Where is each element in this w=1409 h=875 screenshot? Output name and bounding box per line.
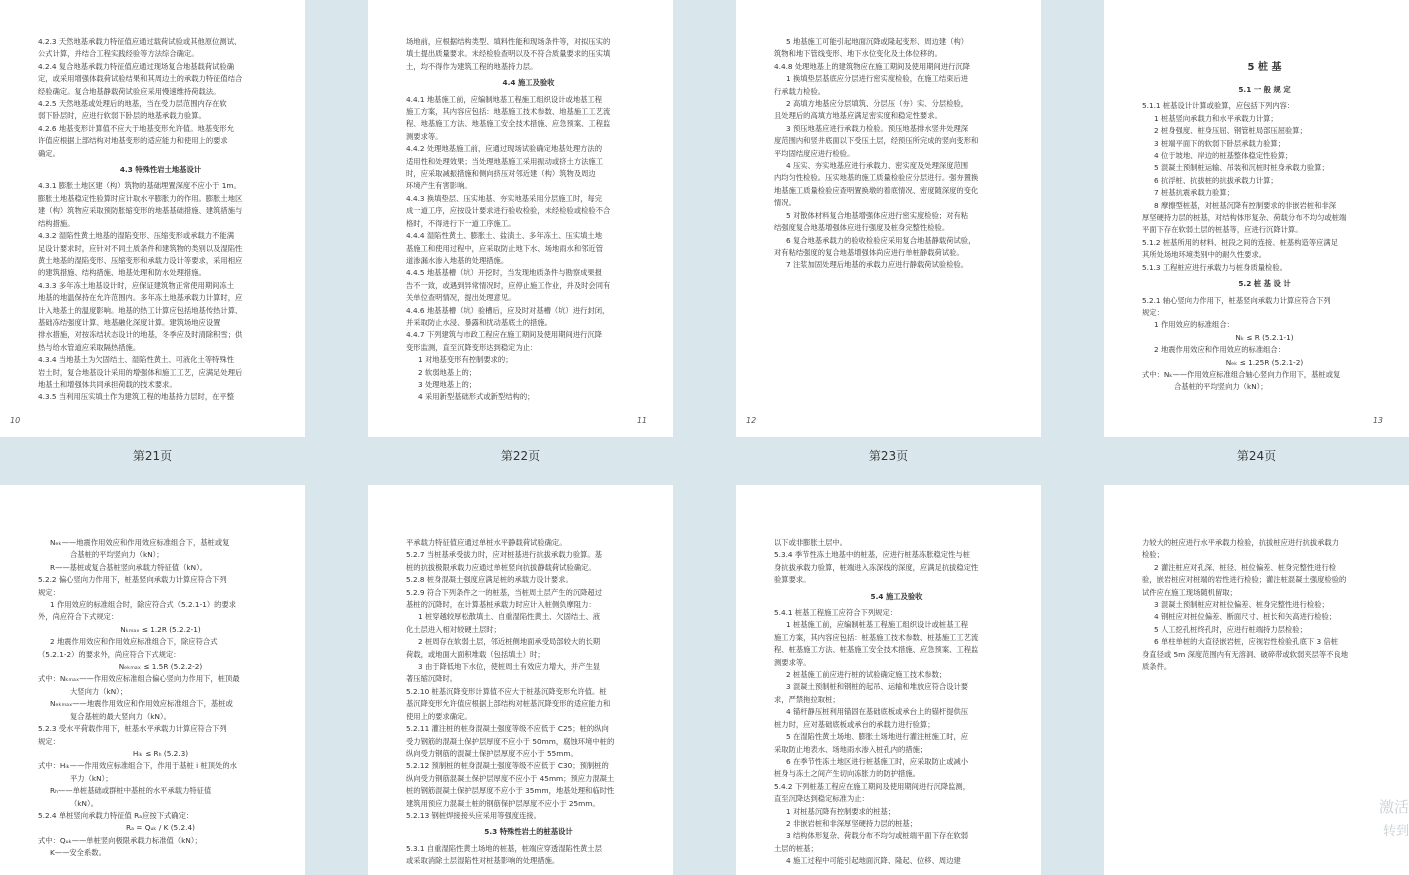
text-line: 5.2.10 桩基沉降变形计算值不应大于桩基沉降变形允许值。桩: [406, 686, 607, 696]
text-line: 纵向受力钢筋混凝土保护层厚度不应小于 45mm；预应力混凝土: [406, 773, 615, 783]
text-line: 5.2.13 钢桩焊接接头应采用等强度连接。: [406, 810, 541, 820]
text-line: 并采取防止水浸、暴露和扰动基底土的措施。: [406, 317, 552, 327]
section-heading: 4.4 施工及验收: [502, 78, 555, 88]
text-line: 1 桩基施工前，应编制桩基工程施工组织设计或桩基工程: [786, 620, 969, 630]
document-page[interactable]: [736, 0, 1041, 437]
text-line: Nₑₖ——地震作用效应和作用效应标准组合下，基桩或复: [50, 538, 230, 547]
text-line: 试件应在施工现场随机留取；: [1142, 587, 1237, 597]
text-line: 测要求等。: [406, 131, 443, 141]
formula: Nₖₘₐₓ ≤ 1.2R (5.2.2-1): [120, 624, 201, 634]
text-line: 4.4.6 地基基槽（坑）验槽后，应及时对基槽（坑）进行封闭，: [406, 305, 610, 315]
text-line: 且处理后的高填方地基应满足密实度和稳定性要求。: [774, 111, 942, 121]
text-line: 规定：: [38, 587, 60, 597]
text-line: 建（构）筑物应采取预防胀缩变形的地基基础措施、建筑措施与: [38, 206, 243, 216]
text-line: 内均匀性检验。压实地基的施工质量检验应分层进行。强夯置换: [774, 173, 979, 183]
text-line: 筑物和地下管线变形、地下水位变化及土体位移的。: [774, 49, 942, 59]
text-line: 式中：Nₖₘₐₓ——作用效应标准组合偏心竖向力作用下，桩顶最: [38, 674, 240, 684]
text-line: 6 复合地基承载力的验收检验应采用复合地基静载荷试验，: [786, 235, 976, 245]
page-label: 第21页: [132, 449, 173, 463]
text-line: 5.4.2 下列桩基工程应在施工期间及使用期间进行沉降监测，: [774, 781, 971, 791]
text-line: 2 桩周存在软弱土层，邻近桩侧地面承受局部较大的长期: [418, 637, 601, 647]
text-line: 4.4.3 换填垫层、压实地基、夯实地基采用分层施工时，每完: [406, 193, 603, 203]
text-line: 建筑用预应力混凝土桩的钢筋保护层厚度不应小于 25mm。: [406, 798, 600, 808]
text-line: 5 地基施工可能引起地面沉降或隆起变形、周边建（构）: [786, 37, 969, 46]
text-line: 道渗漏水渗入地基的处理措施。: [406, 255, 509, 265]
text-line: 4.2.5 天然地基或处理后的地基，当在受力层范围内存在软: [38, 99, 227, 109]
text-line: 使用上的要求确定。: [406, 711, 472, 721]
text-line: 质条件。: [1142, 662, 1172, 672]
text-line: 3 桩端平面下的软弱下卧层承载力验算；: [1154, 138, 1286, 148]
page-label: 第23页: [868, 449, 909, 463]
text-line: 许值应根据上部结构对地基变形的适应能力和使用上的要求: [38, 136, 228, 146]
text-line: 排水措施，对按冻结状态设计的地基，冬季应及时清除积雪；供: [38, 330, 243, 340]
text-line: R——基桩或复合基桩竖向承载力特征值（kN）。: [50, 562, 208, 572]
formula: Nₖ ≤ R (5.2.1-1): [1235, 332, 1294, 342]
text-line: 基桩的沉降时，在计算基桩承载力时应计入桩侧负摩阻力：: [406, 600, 596, 610]
document-page[interactable]: [368, 485, 673, 875]
text-line: 身抗拔承载力验算，桩端进入冻深线的深度，应满足抗拔稳定性: [774, 562, 979, 572]
text-line: （kN）。: [70, 798, 98, 808]
text-line: 5.2.7 当桩基承受拔力时，应对桩基进行抗拔承载力验算。基: [406, 550, 603, 560]
text-line: 结强度复合地基增强体应进行强度及桩身完整性检验。: [774, 223, 950, 233]
text-line: Rₕ——单桩基础或群桩中基桩的水平承载力特征值: [50, 786, 212, 796]
text-line: 5.3.1 自重湿陷性黄土场地的桩基，桩端应穿透湿陷性黄土层: [406, 843, 603, 853]
text-line: 采取防止地表水、场地雨水渗入桩孔内的措施；: [774, 744, 928, 754]
text-line: 2 灌注桩应对孔深、桩径、桩位偏差、桩身完整性进行检: [1154, 562, 1337, 572]
text-line: 5.3.4 季节性冻土地基中的桩基，应进行桩基冻胀稳定性与桩: [774, 550, 971, 560]
section-heading: 5.4 施工及验收: [870, 591, 923, 601]
document-page[interactable]: [1104, 485, 1409, 875]
text-line: 定，或采用增强体载荷试验结果和其周边土的承载力特征值结合: [38, 74, 243, 84]
text-line: 公式计算，并结合工程实践经验等方法综合确定。: [38, 49, 199, 59]
page-label: 第22页: [500, 449, 541, 463]
text-line: 6 抗浮桩、抗拔桩的抗拔承载力计算；: [1154, 175, 1278, 185]
text-line: 检验；: [1142, 550, 1164, 560]
text-line: 程、桩基施工方法、桩基施工安全技术措施、应急预案、工程监: [774, 645, 979, 655]
text-line: 5.2.3 受水平荷载作用下，桩基水平承载力计算应符合下列: [38, 724, 227, 734]
text-line: （5.2.1-2）的要求外，尚应符合下式规定：: [38, 649, 181, 659]
text-line: 2 地震作用效应和作用效应的标准组合：: [1154, 345, 1286, 355]
text-line: 3 预压地基应进行承载力检验。预压地基排水竖井处理深: [786, 123, 969, 133]
text-line: 1 作用效应的标准组合时，除应符合式（5.2.1-1）的要求: [50, 600, 237, 610]
text-line: 施工方案，其内容应包括：桩基施工技术参数、桩基施工工艺流: [774, 632, 979, 642]
text-line: 4.2.3 天然地基承载力特征值应通过载荷试验或其他原位测试、: [38, 37, 242, 46]
text-line: 著压缩沉降时。: [406, 674, 458, 684]
page-label: 第24页: [1236, 449, 1277, 463]
text-line: 关单位查明情况，提出处理意见。: [406, 293, 516, 303]
text-line: 身直径或 5m 深度范围内有无溶洞、破碎带或软弱夹层等不良地: [1142, 649, 1349, 659]
text-line: 4 位于坡地、岸边的桩基整体稳定性验算；: [1154, 151, 1293, 161]
text-line: 1 桩基竖向承载力和水平承载力计算；: [1154, 113, 1278, 123]
text-line: 外，尚应符合下式规定：: [38, 612, 119, 622]
text-line: 验算要求。: [774, 575, 811, 585]
text-line: 4 采用新型基础形式或新型结构的；: [418, 392, 535, 402]
text-line: 弱下卧层时，应进行软弱下卧层的地基承载力验算。: [38, 111, 206, 121]
text-line: 4 钢桩应对桩位偏差、断面尺寸、桩长和矢高进行检验；: [1154, 612, 1337, 622]
text-line: 合基桩的平均竖向力（kN）；: [1174, 382, 1268, 392]
text-line: 对有粘结强度的复合地基增强体尚应进行单桩静载荷试验。: [774, 247, 964, 257]
text-line: 5 人工挖孔桩终孔时，应进行桩端持力层检验；: [1154, 624, 1307, 634]
document-page[interactable]: [0, 485, 305, 875]
text-line: 5.2.4 单桩竖向承载力特征值 Rₐ应按下式确定：: [38, 810, 194, 820]
text-line: 施工方案，其内容应包括：地基施工技术参数、地基施工工艺流: [406, 107, 611, 117]
text-line: 时，应采取减振措施和侧向挤压对邻近建（构）筑物及周边: [406, 169, 596, 179]
text-line: 桩的钢筋混凝土保护层厚度不应小于 35mm，地基处理和临时性: [406, 786, 615, 796]
text-line: 4.4.7 下列建筑与市政工程应在施工期间及使用期间进行沉降: [406, 330, 603, 340]
text-line: 5 在湿陷性黄土场地、膨胀土场地进行灌注桩施工时，应: [786, 732, 969, 742]
text-line: 地基土和增强体共同承担荷载的技术要求。: [38, 379, 177, 389]
text-line: 基沉降变形允许值应根据上部结构对桩基沉降变形的适应能力和: [406, 699, 611, 709]
page-number: 11: [636, 416, 647, 425]
text-line: 岩土时，复合地基设计采用的增强体和施工工艺，应满足处理后: [38, 367, 243, 377]
text-line: 土层的桩基；: [774, 843, 818, 853]
text-line: 热与给水管道应采取隔热措施。: [38, 342, 141, 352]
text-line: 4.4.1 地基施工前，应编制地基工程施工组织设计或地基工程: [406, 94, 603, 104]
text-line: 2 桩基施工前应进行桩的试验确定施工技术参数；: [786, 670, 947, 680]
watermark-line: 激活: [1378, 798, 1409, 816]
text-line: 3 混凝土预制桩应对桩位偏差、桩身完整性进行检验；: [1154, 600, 1329, 610]
text-line: 桩力时，应对基础底板或承台的承载力进行验算；: [774, 719, 935, 729]
text-line: 以下或非膨胀土层中。: [774, 538, 847, 547]
document-page[interactable]: [1104, 0, 1409, 437]
text-line: 4.3.3 多年冻土地基设计时，应保证建筑物正常使用期间冻土: [38, 280, 235, 290]
formula: Rₐ = Qᵤₖ / K (5.2.4): [126, 823, 195, 833]
text-line: 式中：Qᵤₖ——单桩竖向极限承载力标准值（kN）；: [38, 835, 202, 845]
section-heading: 4.3 特殊性岩土地基设计: [119, 165, 202, 175]
text-line: 1 对桩基沉降有控制要求的桩基；: [786, 806, 896, 816]
text-line: 合基桩的平均竖向力（kN）；: [70, 550, 164, 560]
text-line: 4.3.4 当地基土为欠固结土、湿陷性黄土、可液化土等特殊性: [38, 355, 235, 365]
text-line: 化土层进入相对较硬土层时；: [406, 624, 501, 634]
text-line: 其所处场地环境类别中的耐久性要求。: [1142, 250, 1267, 260]
text-line: 2 高填方地基应分层填筑、分层压（夯）实、分层检验，: [786, 99, 969, 109]
text-line: 5.2.2 偏心竖向力作用下，桩基竖向承载力计算应符合下列: [38, 575, 227, 585]
text-line: 1 桩穿越较厚松散填土、自重湿陷性黄土、欠固结土、液: [418, 612, 601, 622]
text-line: 6 单柱单桩的大直径嵌岩桩，应视岩性检验孔底下 3 倍桩: [1154, 637, 1339, 647]
text-line: 4.4.2 处理地基施工前，应通过现场试验确定地基处理方法的: [406, 144, 603, 154]
text-line: 6 在季节性冻土地区进行桩基施工时，应采取防止或减小: [786, 756, 969, 766]
text-line: 平力（kN）；: [70, 773, 113, 783]
text-line: 场地前，应根据结构类型、填料性能和现场条件等，对拟压实的: [406, 37, 611, 46]
text-line: 式中：Hᵢₖ——作用效应标准组合下，作用于基桩 i 桩顶处的水: [38, 761, 237, 771]
text-line: 7 注浆加固处理后地基的承载力应进行静载荷试验检验。: [786, 260, 969, 270]
section-heading: 5.3 特殊性岩土的桩基设计: [484, 827, 573, 837]
text-line: 的建筑措施、结构措施、地基处理和防水处理措施。: [38, 268, 206, 278]
section-heading: 5 桩 基: [1247, 62, 1282, 73]
text-line: 荷载，或地面大面积堆载（包括填土）时；: [406, 649, 545, 659]
text-line: 5.1.1 桩基设计计算或验算，应包括下列内容：: [1142, 101, 1295, 111]
text-line: 4.3.2 湿陷性黄土地基的湿陷变形、压缩变形或承载力不能满: [38, 231, 235, 241]
text-line: 5 对散体材料复合地基增强体应进行密实度检验；对有粘: [786, 210, 969, 220]
text-line: 4.3.1 膨胀土地区建（构）筑物的基础埋置深度不应小于 1m。: [38, 181, 241, 191]
text-line: 规定：: [38, 736, 60, 746]
text-line: 直至沉降达到稳定标准为止：: [774, 794, 869, 804]
text-line: 桩身与冻土之间产生切向冻胀力的防护措施。: [774, 769, 920, 779]
text-line: 4.4.8 处理地基上的建筑物应在施工期间及使用期间进行沉降: [774, 61, 971, 71]
formula: Nₑₖₘₐₓ ≤ 1.5R (5.2.2-2): [118, 662, 203, 672]
text-line: 确定。: [38, 148, 60, 158]
text-line: 结构措施。: [38, 218, 75, 228]
formula: Hᵢₖ ≤ Rₕ (5.2.3): [132, 748, 189, 758]
text-line: 计入地基土的温度影响。地基的热工计算应包括地基传热计算、: [38, 305, 243, 315]
text-line: 2 桩身强度、桩身压屈、钢管桩局部压屈验算；: [1154, 126, 1307, 136]
text-line: 填土提出质量要求。未经检验查明以及不符合质量要求的压实填: [406, 49, 611, 59]
text-line: 测要求等。: [774, 657, 811, 667]
text-line: 1 作用效应的标准组合：: [1154, 320, 1234, 330]
text-line: 纵向受力钢筋的混凝土保护层厚度不应小于 55mm。: [406, 748, 578, 758]
watermark-line: 转到: [1382, 824, 1409, 839]
text-line: 土，均不得作为建筑工程的地基持力层。: [406, 61, 538, 71]
text-line: 平面下存在软弱土层的桩基等，应进行沉降计算。: [1142, 225, 1303, 235]
text-line: 厚坚硬持力层的桩基，对结构体形复杂、荷载分布不均匀或桩端: [1142, 213, 1347, 223]
text-line: 4.3.5 当利用压实填土作为建筑工程的地基持力层时，在平整: [38, 392, 235, 402]
page-number: 13: [1372, 416, 1383, 425]
text-line: 5.1.2 桩基所用的材料、桩段之间的连接、桩基构造等应满足: [1142, 237, 1339, 247]
section-heading: 5.2 桩 基 设 计: [1238, 279, 1291, 289]
text-line: 5 混凝土预制桩运输、吊装和沉桩时桩身承载力验算；: [1154, 163, 1329, 173]
text-line: 环境产生有害影响。: [406, 181, 472, 191]
text-line: 力较大的桩应进行水平承载力检验，抗拔桩应进行抗拔承载力: [1142, 538, 1340, 547]
text-line: 7 桩基抗震承载力验算；: [1154, 188, 1234, 198]
text-line: 3 处理地基上的；: [418, 379, 477, 389]
text-line: 规定：: [1142, 307, 1164, 317]
document-page[interactable]: [368, 0, 673, 437]
formula: Nₑₖ ≤ 1.25R (5.2.1-2): [1225, 357, 1304, 367]
text-line: 4.2.6 地基变形计算值不应大于地基变形允许值。地基变形允: [38, 123, 235, 133]
text-line: 1 对地基变形有控制要求的；: [418, 355, 513, 365]
text-line: 8 摩擦型桩基，对桩基沉降有控制要求的非嵌岩桩和非深: [1154, 200, 1337, 210]
text-line: 程、地基施工方法、地基施工安全技术措施、应急预案、工程监: [406, 119, 611, 129]
text-line: 2 非嵌岩桩和非深厚坚硬持力层的桩基；: [786, 818, 918, 828]
text-line: 受力钢筋的混凝土保护层厚度不应小于 50mm，腐蚀环境中桩的: [406, 736, 615, 746]
text-line: 4.4.5 地基基槽（坑）开挖时，当发现地质条件与勘察成果报: [406, 268, 603, 278]
text-line: 格时，不得进行下一道工序施工。: [406, 218, 516, 228]
text-line: 4 锚杆静压桩利用锚固在基础底板或承台上的锚杆提供压: [786, 707, 969, 717]
text-line: 成一道工序，应按设计要求进行验收检验，未经检验或检验不合: [406, 206, 611, 216]
text-line: 4 压实、夯实地基应进行承载力、密实度及处理深度范围: [786, 161, 969, 171]
text-line: 5.2.12 预制桩的桩身混凝土强度等级不应低于 C30；预制桩的: [406, 761, 609, 771]
text-line: 黄土地基的湿陷变形、压缩变形和承载力设计等要求，采用相应: [38, 255, 243, 265]
page-number: 12: [746, 416, 757, 425]
text-line: 求，严禁拖拉取桩；: [774, 694, 840, 704]
text-line: 4.4.4 湿陷性黄土、膨胀土、盐渍土、多年冻土、压实填土地: [406, 231, 603, 241]
text-line: 1 换填垫层基底应分层进行密实度检验，在施工结束后进: [786, 74, 969, 84]
text-line: 5.2.11 灌注桩的桩身混凝土强度等级不应低于 C25；桩的纵向: [406, 724, 609, 734]
text-line: 2 软弱地基上的；: [418, 367, 477, 377]
text-line: 验，嵌岩桩应对桩端的岩性进行检验；灌注桩混凝土强度检验的: [1142, 575, 1347, 585]
text-line: 告不一致，或遇到异常情况时，应停止施工作业，并及时会同有: [406, 280, 611, 290]
text-line: Nₑₖₘₐₓ——地震作用效应和作用效应标准组合下，基桩或: [50, 699, 233, 709]
text-line: 经验确定。复合地基静载荷试验应采用慢速维持荷载法。: [38, 86, 221, 96]
text-line: 4 施工过程中可能引起地面沉降、隆起、位移、周边建: [786, 856, 961, 866]
text-line: 大竖向力（kN）；: [70, 686, 128, 696]
text-line: 地基施工质量检验应查明置换墩的着底情况、密度随深度的变化: [774, 185, 979, 195]
text-line: 5.2.8 桩身混凝土强度应满足桩的承载力设计要求。: [406, 575, 573, 585]
text-line: 3 混凝土预制桩和钢桩的起吊、运输和堆放应符合设计要: [786, 682, 969, 692]
text-line: 度范围内和竖井底面以下受压土层，经预压所完成的竖向变形和: [774, 136, 979, 146]
text-line: 桩的抗拔极限承载力应通过单桩竖向抗拔静载荷试验确定。: [406, 562, 596, 572]
text-line: 4.2.4 复合地基承载力特征值应通过现场复合地基载荷试验确: [38, 61, 235, 71]
text-line: K——安全系数。: [50, 848, 106, 858]
text-line: 式中：Nₖ——作用效应标准组合轴心竖向力作用下，基桩或复: [1142, 369, 1341, 379]
text-line: 5.2.9 符合下列条件之一的桩基，当桩周土层产生的沉降超过: [406, 587, 603, 597]
text-line: 3 结构体形复杂、荷载分布不均匀或桩端平面下存在软弱: [786, 831, 969, 841]
page-number: 10: [10, 416, 21, 425]
document-page[interactable]: [736, 485, 1041, 875]
document-page[interactable]: [0, 0, 305, 437]
text-line: 情况。: [774, 198, 796, 208]
text-line: 膨胀土地基稳定性验算时应计取水平膨胀力的作用。膨胀土地区: [38, 193, 243, 203]
text-line: 5.2.1 轴心竖向力作用下，桩基竖向承载力计算应符合下列: [1142, 295, 1331, 305]
text-line: 5.4.1 桩基工程施工应符合下列规定：: [774, 608, 898, 618]
text-line: 变形监测，直至沉降变形达到稳定为止：: [406, 342, 538, 352]
text-line: 平承载力特征值应通过单桩水平静载荷试验确定。: [406, 538, 567, 547]
text-line: 足设计要求时，应针对不同土质条件和建筑物的类别以及湿陷性: [38, 243, 243, 253]
section-heading: 5.1 一 般 规 定: [1238, 85, 1291, 94]
text-line: 平均固结度应进行检验。: [774, 148, 855, 158]
text-line: 5.1.3 工程桩应进行承载力与桩身质量检验。: [1142, 262, 1287, 272]
text-line: 2 地震作用效应和作用效应标准组合下，除应符合式: [50, 637, 218, 647]
text-line: 基础冻结强度计算、地基融化深度计算。建筑场地应设置: [38, 317, 221, 327]
text-line: 适用性和处理效果；当处理地基施工采用振动或挤土方法施工: [406, 156, 604, 166]
text-line: 地基的地温保持在允许范围内。多年冻土地基承载力计算时，应: [38, 293, 243, 303]
text-line: 行承载力检验。: [774, 86, 826, 96]
text-line: 基施工和使用过程中，应采取防止地下水、场地雨水和邻近管: [406, 243, 604, 253]
text-line: 或采取消除土层湿陷性对桩基影响的处理措施。: [406, 856, 560, 866]
text-line: 复合基桩的最大竖向力（kN）。: [70, 711, 171, 721]
text-line: 3 由于降低地下水位，使桩周土有效应力增大，并产生显: [418, 662, 601, 672]
